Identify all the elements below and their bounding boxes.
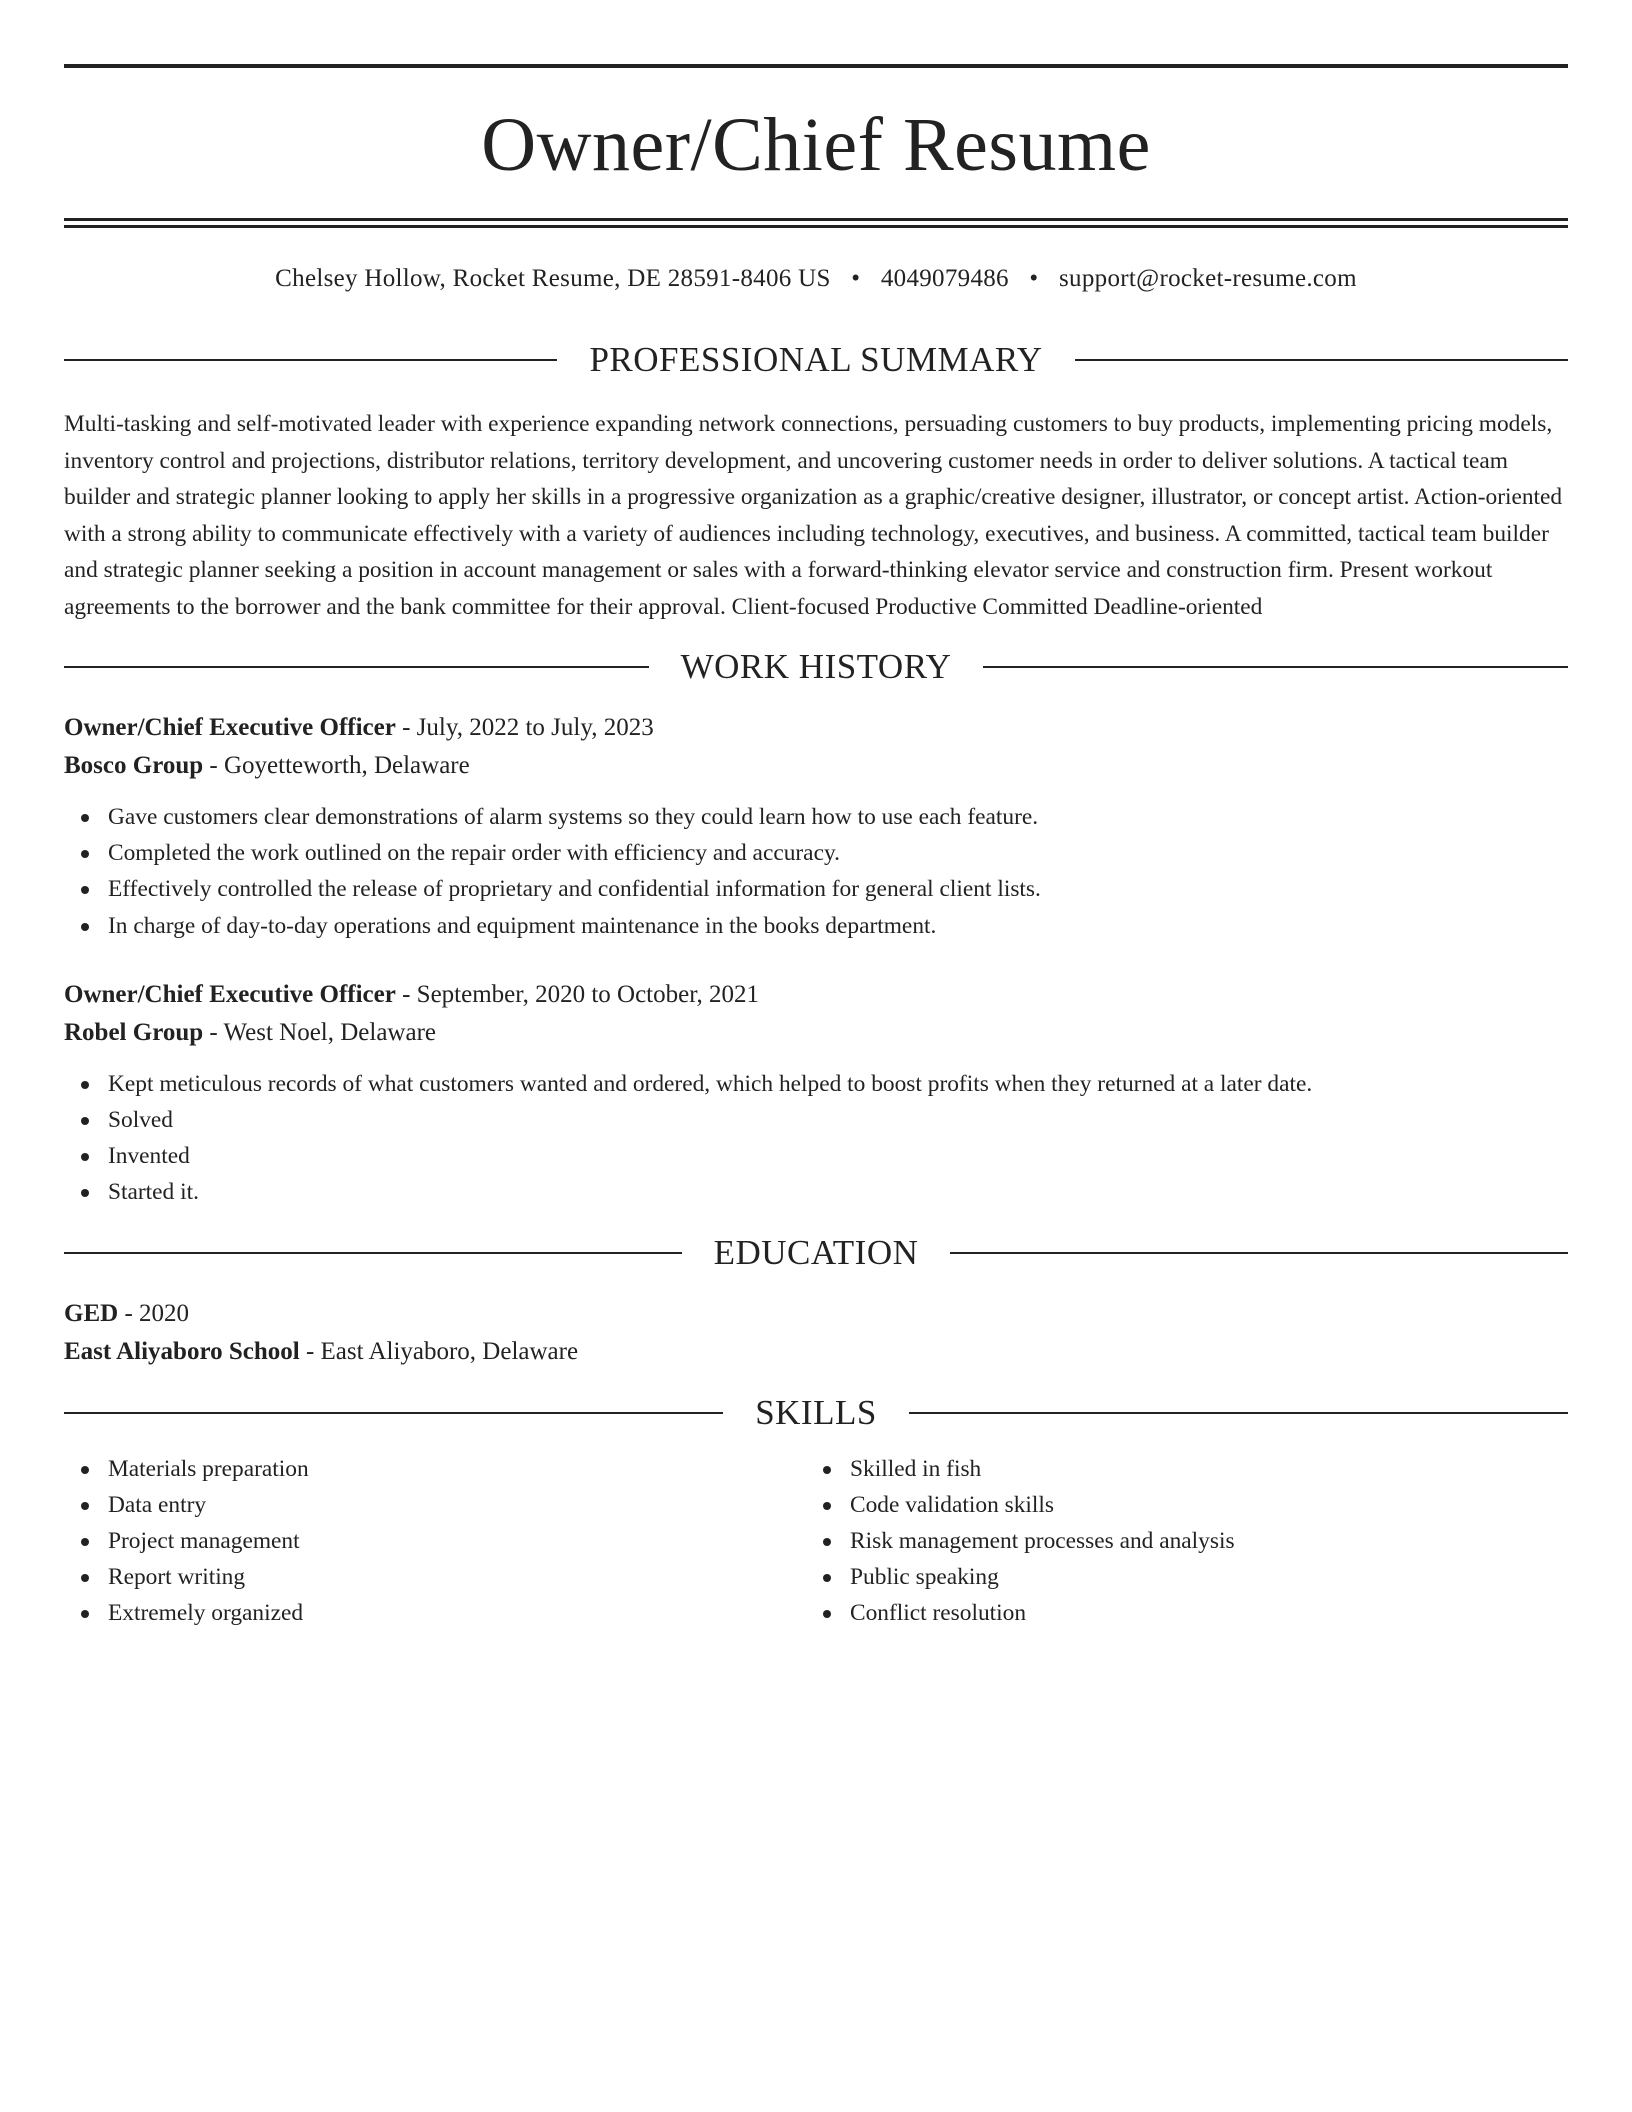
education-location: - East Aliyaboro, Delaware	[299, 1337, 579, 1365]
job-entry	[64, 976, 1568, 1211]
heading-rule-right	[909, 1412, 1568, 1414]
job-entry	[64, 709, 1568, 944]
heading-rule-left	[64, 359, 557, 361]
resume-page	[64, 64, 1568, 1632]
list-item: Extremely organized	[64, 1595, 806, 1631]
job-company-line	[64, 747, 1568, 785]
heading-rule-right	[950, 1252, 1568, 1254]
work-history-heading-label: WORK HISTORY	[680, 647, 952, 686]
heading-rule-left	[64, 1252, 682, 1254]
list-item: Public speaking	[806, 1559, 1548, 1595]
contact-address: Chelsey Hollow, Rocket Resume, DE 28591-8406 US	[275, 265, 831, 292]
contact-separator: •	[851, 265, 861, 292]
heading-rule-left	[64, 666, 649, 668]
list-item: Risk management processes and analysis	[806, 1523, 1548, 1559]
job-dates: - July, 2022 to July, 2023	[395, 714, 654, 741]
top-rule	[64, 64, 1568, 68]
job-company: Robel Group	[64, 1018, 204, 1046]
list-item: Conflict resolution	[806, 1595, 1548, 1631]
work-history-heading	[64, 647, 1568, 687]
contact-line	[64, 262, 1568, 296]
education-degree-line	[64, 1295, 1568, 1333]
list-item: Solved	[64, 1102, 1568, 1138]
education-school: East Aliyaboro School	[64, 1337, 300, 1365]
job-bullets	[64, 1066, 1568, 1211]
job-location: - Goyetteworth, Delaware	[203, 752, 470, 779]
summary-heading	[64, 340, 1568, 380]
title-double-rule	[64, 218, 1568, 228]
summary-text: Multi-tasking and self-motivated leader with experience expanding network connections, persuading customers to buy products, implementing pricing models, inventory control and projections, distributor relations, territory development, and uncovering customer needs in order to deliver solutions. A tactical team builder and strategic planner looking to apply her skills in a progressive organization as a graphic/creative designer, illustrator, or concept artist. Action-oriented with a strong ability to communicate effectively with a variety of audiences including technology, executives, and business. A committed, tactical team builder and strategic planner seeking a position in account management or sales with a forward-thinking elevator service and construction firm. Present workout agreements to the borrower and the bank committee for their approval. Client-focused Productive Committed Deadline-oriented	[64, 411, 1563, 620]
contact-phone: 4049079486	[880, 265, 1009, 292]
skills-left-column	[64, 1451, 806, 1632]
list-item: Invented	[64, 1138, 1568, 1174]
list-item: Gave customers clear demonstrations of alarm systems so they could learn how to use each feature.	[64, 799, 1568, 835]
job-title-line	[64, 976, 1568, 1014]
job-title-line	[64, 709, 1568, 747]
list-item: In charge of day-to-day operations and equipment maintenance in the books department.	[64, 908, 1568, 944]
job-title: Owner/Chief Executive Officer	[64, 714, 396, 741]
list-item: Kept meticulous records of what customers wanted and ordered, which helped to boost profits when they returned at a later date.	[64, 1066, 1568, 1102]
heading-rule-right	[1075, 359, 1568, 361]
list-item: Completed the work outlined on the repair order with efficiency and accuracy.	[64, 835, 1568, 871]
education-degree: GED	[64, 1299, 119, 1327]
skills-right-column	[806, 1451, 1548, 1632]
job-bullets	[64, 799, 1568, 944]
summary-heading-label: PROFESSIONAL SUMMARY	[589, 340, 1043, 379]
page-title: Owner/Chief Resume	[481, 103, 1151, 187]
heading-rule-right	[983, 666, 1568, 668]
skills-heading	[64, 1393, 1568, 1433]
contact-email: support@rocket-resume.com	[1059, 265, 1357, 292]
heading-rule-left	[64, 1412, 723, 1414]
job-company-line	[64, 1014, 1568, 1052]
list-item: Project management	[64, 1523, 806, 1559]
list-item: Effectively controlled the release of proprietary and confidential information for general client lists.	[64, 871, 1568, 907]
contact-separator: •	[1029, 265, 1039, 292]
list-item: Report writing	[64, 1559, 806, 1595]
list-item: Data entry	[64, 1487, 806, 1523]
education-heading-label: EDUCATION	[713, 1232, 919, 1272]
education-school-line	[64, 1333, 1568, 1371]
skills-grid	[64, 1451, 1568, 1632]
list-item: Started it.	[64, 1174, 1568, 1210]
job-company: Bosco Group	[64, 752, 204, 779]
job-title: Owner/Chief Executive Officer	[64, 980, 396, 1008]
list-item: Materials preparation	[64, 1451, 806, 1487]
education-entry	[64, 1295, 1568, 1371]
list-item: Code validation skills	[806, 1487, 1548, 1523]
skills-heading-label: SKILLS	[755, 1392, 877, 1432]
job-dates: - September, 2020 to October, 2021	[395, 980, 760, 1008]
education-heading	[64, 1233, 1568, 1273]
education-year: - 2020	[118, 1299, 190, 1327]
list-item: Skilled in fish	[806, 1451, 1548, 1487]
job-location: - West Noel, Delaware	[203, 1018, 437, 1046]
